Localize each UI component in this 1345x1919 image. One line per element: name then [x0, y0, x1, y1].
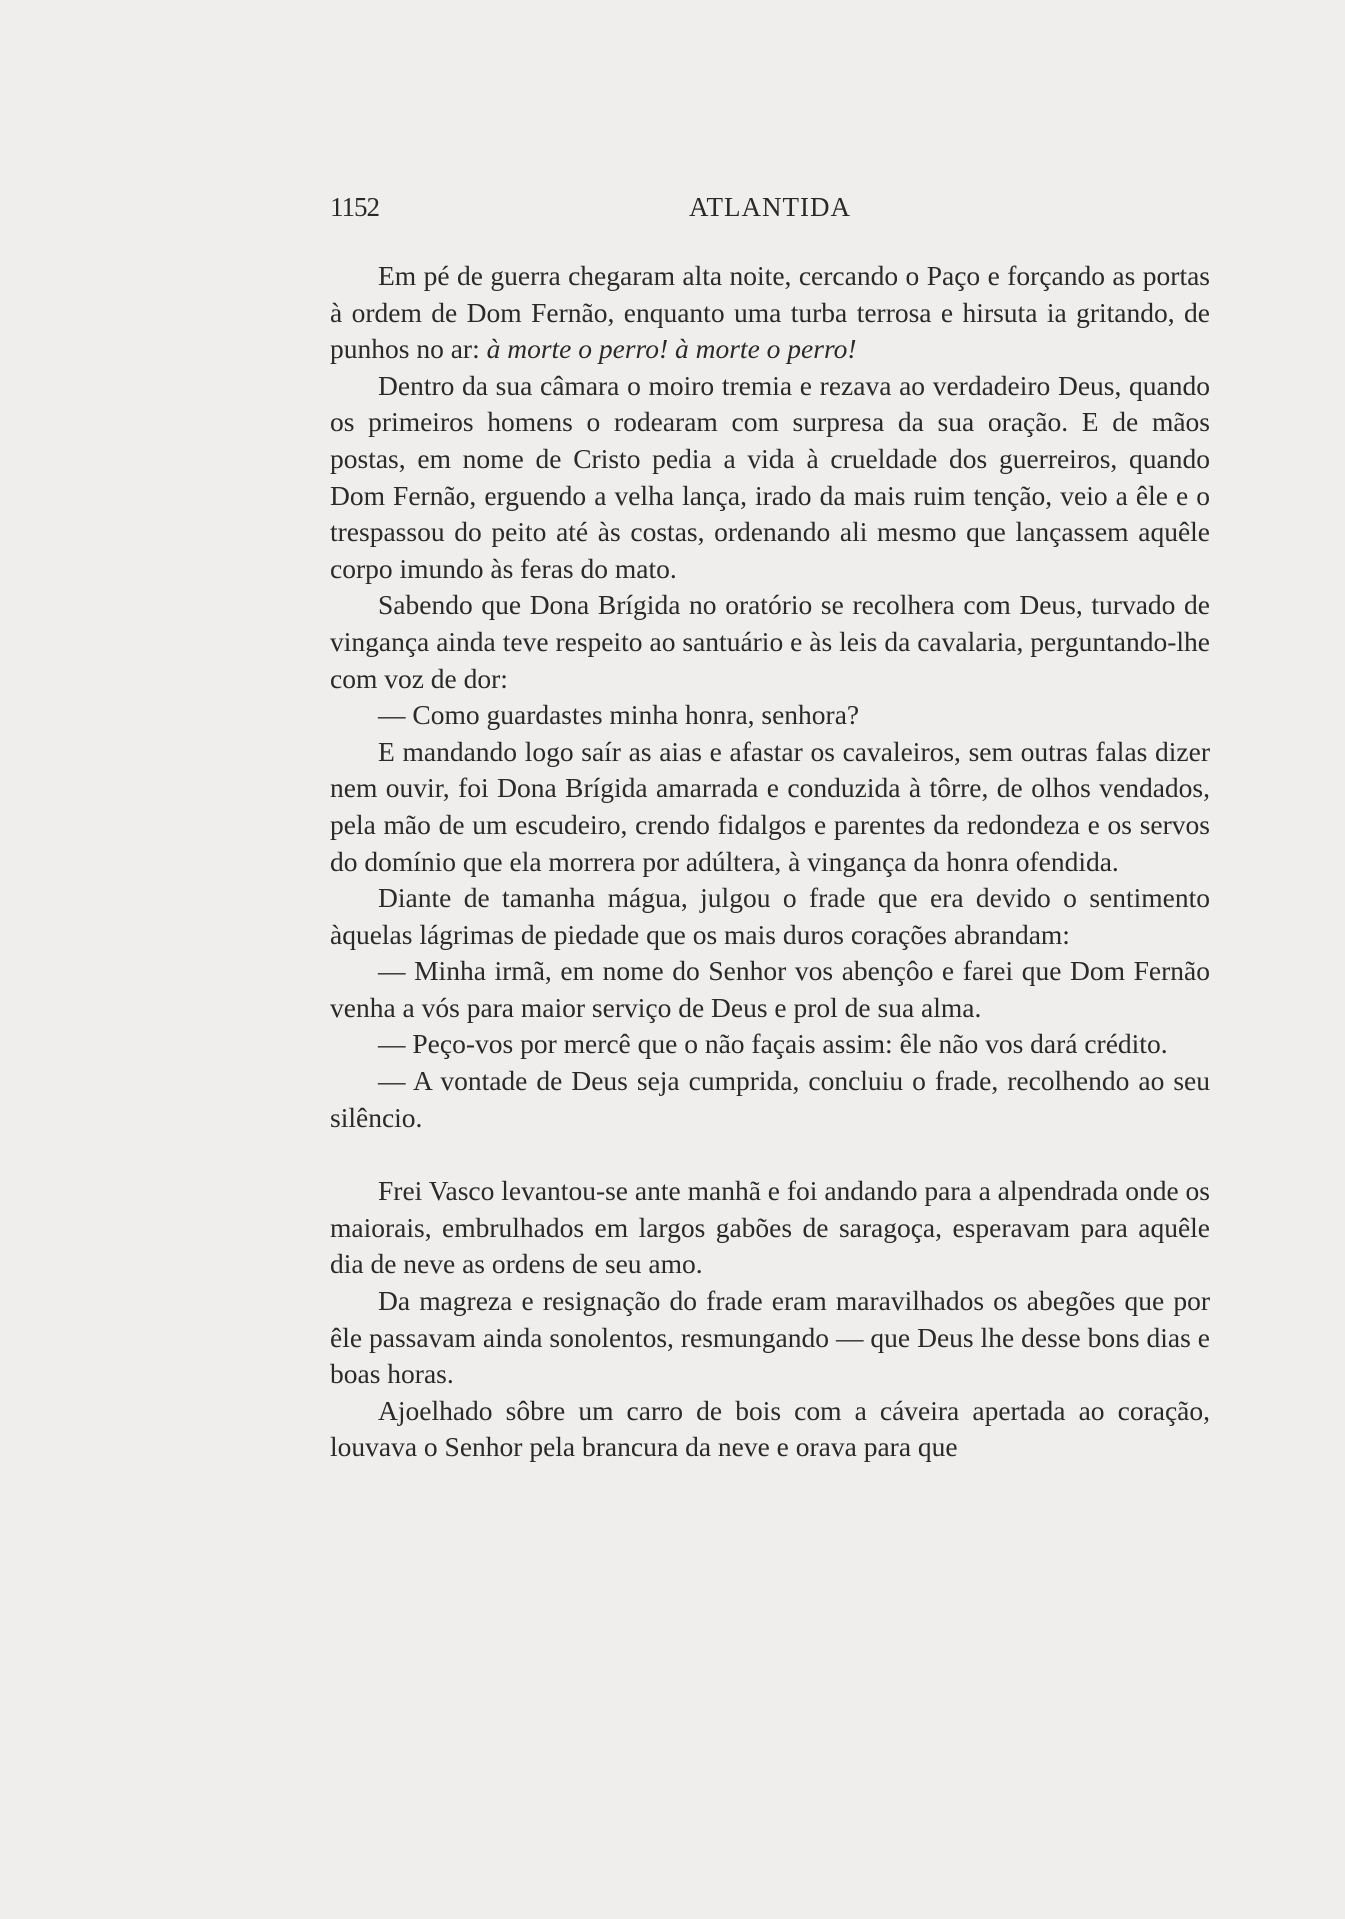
paragraph: E mandando logo saír as aias e afastar os cavaleiros, sem outras falas dizer nem ouvir, foi Dona Brígida amarrada e conduzida à tôrre, de olhos vendados, pela mão de um escudeiro, crendo fidalgos e parentes da redondeza e os servos do domínio que ela morrera por adúltera, à vingança da honra ofendida.: [330, 735, 1210, 877]
paragraph-text: Em pé de guerra chegaram alta noite, cercando o Paço e forçando as portas à ordem de Dom Fernão, enquanto uma turba terrosa e hirsuta ia gritando, de punhos no ar:: [330, 260, 1210, 365]
paragraph: Da magreza e resignação do frade eram maravilhados os abegões que por êle passavam ainda sonolentos, resmungando — que Deus lhe desse bons dias e boas horas.: [330, 1285, 1210, 1390]
page-number: 1152: [330, 192, 379, 222]
paragraph: Sabendo que Dona Brígida no oratório se recolhera com Deus, turvado de vingança ainda teve respeito ao santuário e às leis da cavalaria, perguntando-lhe com voz de dor:: [330, 589, 1210, 694]
italic-cry: à morte o perro! à morte o perro!: [486, 333, 857, 365]
dialogue-line: — Minha irmã, em nome do Senhor vos abençôo e farei que Dom Fernão venha a vós para maior serviço de Deus e prol de sua alma.: [330, 955, 1210, 1023]
dialogue-line: — Como guardastes minha honra, senhora?: [378, 699, 860, 731]
page-header: [330, 192, 1210, 232]
dialogue-line: — A vontade de Deus seja cumprida, concluiu o frade, recolhendo ao seu silêncio.: [330, 1065, 1210, 1133]
paragraph: Ajoelhado sôbre um carro de bois com a cáveira apertada ao coração, louvava o Senhor pela brancura da neve e orava para que: [330, 1394, 1210, 1463]
paragraph: Dentro da sua câmara o moiro tremia e rezava ao verdadeiro Deus, quando os primeiros homens o rodearam com surpresa da sua oração. E de mãos postas, em nome de Cristo pedia a vida à crueldade dos guerreiros, quando Dom Fernão, erguendo a velha lança, irado da mais ruim tenção, veio a êle e o trespassou do peito até às costas, ordenando ali mesmo que lançassem aquêle corpo imundo às feras do mato.: [330, 369, 1210, 584]
paragraph: [330, 258, 1210, 368]
body-text: [330, 258, 1210, 1466]
dialogue-line: — Peço-vos por mercê que o não façais assim: êle não vos dará crédito.: [378, 1028, 1168, 1060]
paragraph: Diante de tamanha mágua, julgou o frade que era devido o sentimento àquelas lágrimas de piedade que os mais duros corações abrandam:: [330, 882, 1210, 950]
paragraph: Frei Vasco levantou-se ante manhã e foi andando para a alpendrada onde os maiorais, embrulhados em largos gabões de saragoça, esperavam para aquêle dia de neve as ordens de seu amo.: [330, 1175, 1210, 1280]
running-title: ATLANTIDA: [689, 192, 851, 222]
